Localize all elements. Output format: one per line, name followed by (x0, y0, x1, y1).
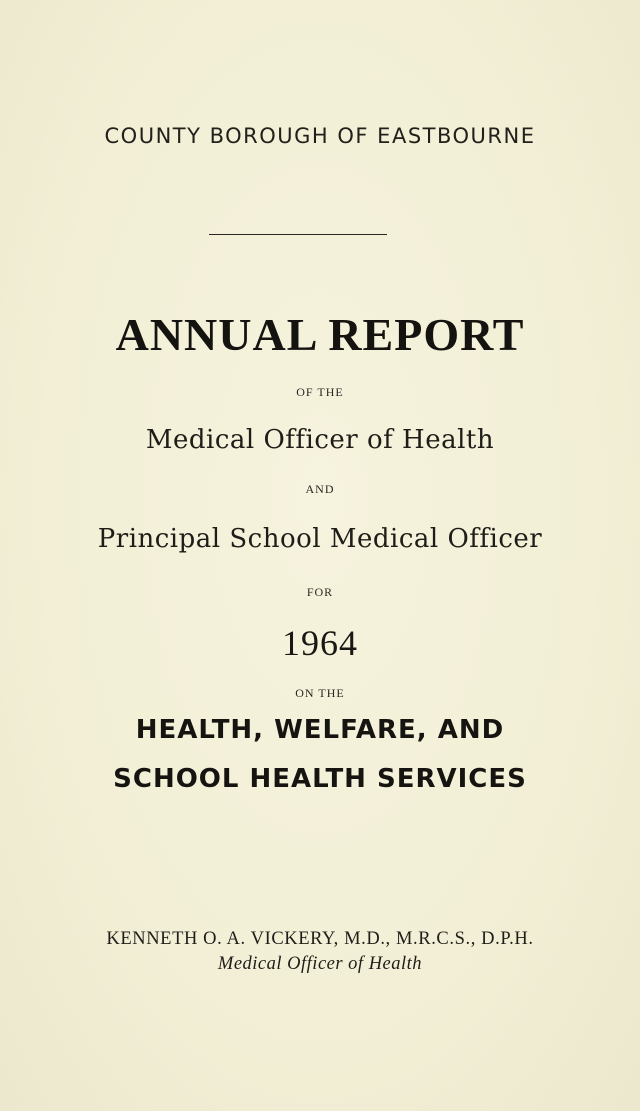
divider-rule (209, 234, 387, 235)
connector-of-the: OF THE (296, 385, 344, 399)
authority-heading: COUNTY BOROUGH OF EASTBOURNE (104, 124, 536, 148)
author-role: Medical Officer of Health (217, 954, 423, 974)
office-principal-school-medical-officer: Principal School Medical Officer (97, 524, 543, 554)
subject-line-2: SCHOOL HEALTH SERVICES (113, 764, 527, 794)
office-medical-officer-of-health: Medical Officer of Health (145, 425, 495, 455)
connector-on-the: ON THE (295, 686, 345, 700)
report-year: 1964 (282, 623, 358, 663)
report-title: ANNUAL REPORT (115, 309, 525, 360)
connector-and: AND (305, 482, 335, 496)
subject-line-1: HEALTH, WELFARE, AND (135, 715, 505, 745)
author-name: KENNETH O. A. VICKERY, M.D., M.R.C.S., D.P.H. (106, 929, 534, 949)
connector-for: FOR (306, 585, 334, 599)
